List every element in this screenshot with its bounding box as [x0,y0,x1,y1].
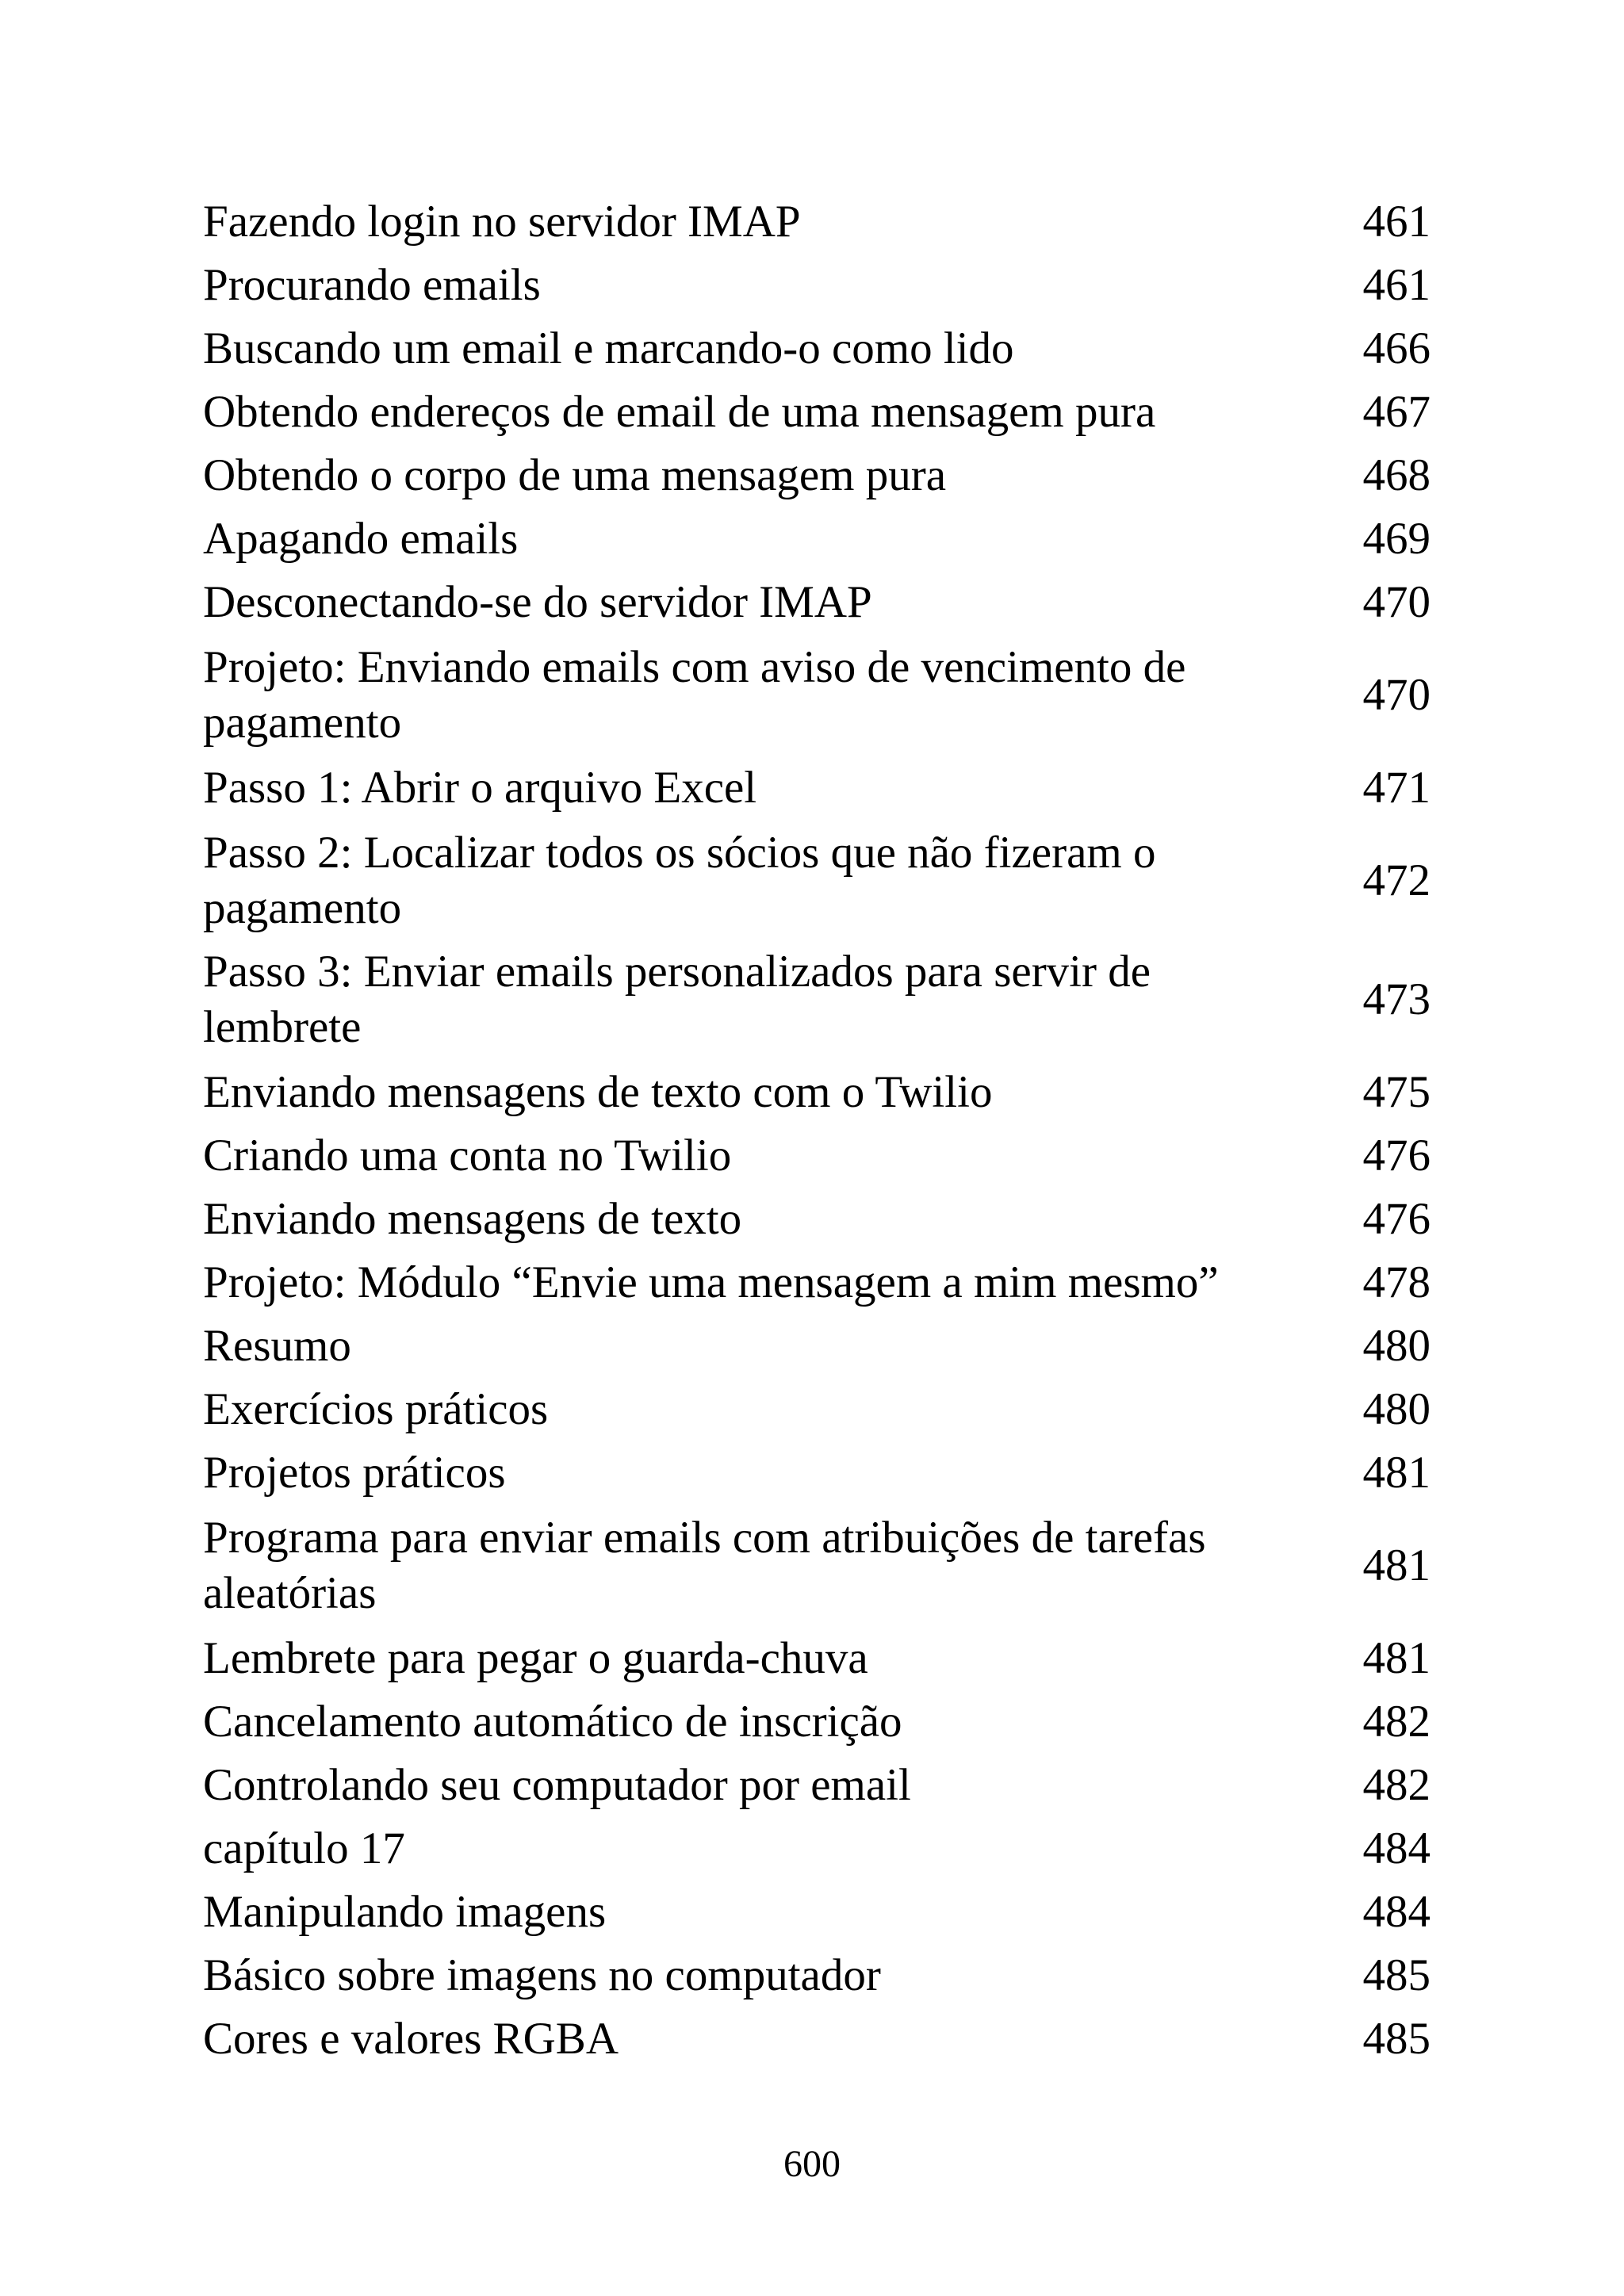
toc-entry-page: 482 [1362,1760,1431,1810]
toc-entry [203,444,1431,507]
toc-entry [203,1314,1431,1378]
toc-entry [203,1881,1431,1944]
toc-entry-title: Procurando emails [203,260,541,310]
toc-entry-page: 484 [1362,1887,1431,1937]
toc-entry-title: Resumo [203,1321,351,1371]
toc-entry-page: 476 [1362,1131,1431,1181]
toc-entry [203,507,1431,571]
toc-entry-page: 467 [1362,387,1431,437]
toc-entry [203,571,1431,634]
toc-entry-title: Criando uma conta no Twilio [203,1131,732,1181]
toc-entry-page: 476 [1362,1194,1431,1244]
toc-entry [203,942,1431,1058]
toc-entry [203,381,1431,444]
toc-entry-page: 480 [1362,1321,1431,1371]
toc-entry-title: Fazendo login no servidor IMAP [203,197,801,247]
toc-entry-title: Obtendo endereços de email de uma mensagem pura [203,387,1156,437]
toc-entry-title: Passo 2: Localizar todos os sócios que não fizeram o pagamento [203,828,1156,933]
toc-entry-title: Manipulando imagens [203,1887,607,1937]
toc-entry [203,1188,1431,1251]
toc-entry [203,1627,1431,1690]
toc-entry-title: Passo 3: Enviar emails personalizados para servir de lembrete [203,947,1151,1052]
toc-entry [203,190,1431,254]
toc-entry-title: Programa para enviar emails com atribuições de tarefas aleatórias [203,1513,1206,1618]
toc-entry-page: 466 [1362,323,1431,373]
toc-entry [203,637,1431,753]
toc-entry-title: Lembrete para pegar o guarda-chuva [203,1633,868,1683]
toc-entry-page: 461 [1362,260,1431,310]
toc-entry-page: 478 [1362,1257,1431,1307]
toc-entry-title: Projeto: Módulo “Envie uma mensagem a mim mesmo” [203,1257,1219,1307]
toc-entry-title: Obtendo o corpo de uma mensagem pura [203,450,947,500]
toc-entry-page: 470 [1362,670,1431,720]
toc-entry-page: 485 [1362,1950,1431,2000]
toc-entry-page: 481 [1362,1448,1431,1498]
toc-entry-title: Passo 1: Abrir o arquivo Excel [203,763,757,813]
toc-entry-page: 471 [1362,763,1431,813]
toc-entry [203,1754,1431,1817]
page-number: 600 [783,2143,841,2185]
toc-entry-title: Apagando emails [203,514,519,564]
toc-entry [203,317,1431,381]
toc-entry [203,1441,1431,1505]
toc-entry-title: capítulo 17 [203,1823,405,1873]
table-of-contents [203,190,1431,2071]
toc-entry-page: 473 [1362,974,1431,1024]
toc-entry [203,1690,1431,1754]
toc-entry [203,1061,1431,1124]
toc-entry-page: 472 [1362,855,1431,905]
toc-entry-title: Projeto: Enviando emails com aviso de vencimento de pagamento [203,642,1186,748]
toc-entry [203,2007,1431,2071]
toc-entry-title: Cores e valores RGBA [203,2014,619,2064]
toc-entry-title: Projetos práticos [203,1448,506,1498]
toc-entry [203,1378,1431,1441]
toc-entry [203,1944,1431,2007]
toc-entry-page: 485 [1362,2014,1431,2064]
toc-entry-page: 461 [1362,197,1431,247]
toc-entry-title: Desconectando-se do servidor IMAP [203,577,872,627]
toc-entry-title: Enviando mensagens de texto [203,1194,742,1244]
toc-entry-page: 470 [1362,577,1431,627]
toc-entry-page: 480 [1362,1384,1431,1434]
toc-entry-page: 469 [1362,514,1431,564]
toc-entry-title: Controlando seu computador por email [203,1760,911,1810]
toc-entry-page: 468 [1362,450,1431,500]
toc-entry [203,756,1431,820]
toc-entry-page: 481 [1362,1540,1431,1590]
toc-entry [203,1508,1431,1624]
toc-entry [203,254,1431,317]
toc-entry-page: 481 [1362,1633,1431,1683]
toc-entry-title: Exercícios práticos [203,1384,549,1434]
toc-entry [203,1817,1431,1881]
toc-entry-title: Buscando um email e marcando-o como lido [203,323,1014,373]
toc-entry-page: 482 [1362,1697,1431,1747]
toc-entry-title: Enviando mensagens de texto com o Twilio [203,1067,993,1117]
toc-entry-title: Básico sobre imagens no computador [203,1950,881,2000]
toc-entry-page: 484 [1362,1823,1431,1873]
toc-entry [203,1251,1431,1314]
toc-entry-title: Cancelamento automático de inscrição [203,1697,902,1747]
toc-entry [203,823,1431,939]
toc-entry [203,1124,1431,1188]
toc-entry-page: 475 [1362,1067,1431,1117]
